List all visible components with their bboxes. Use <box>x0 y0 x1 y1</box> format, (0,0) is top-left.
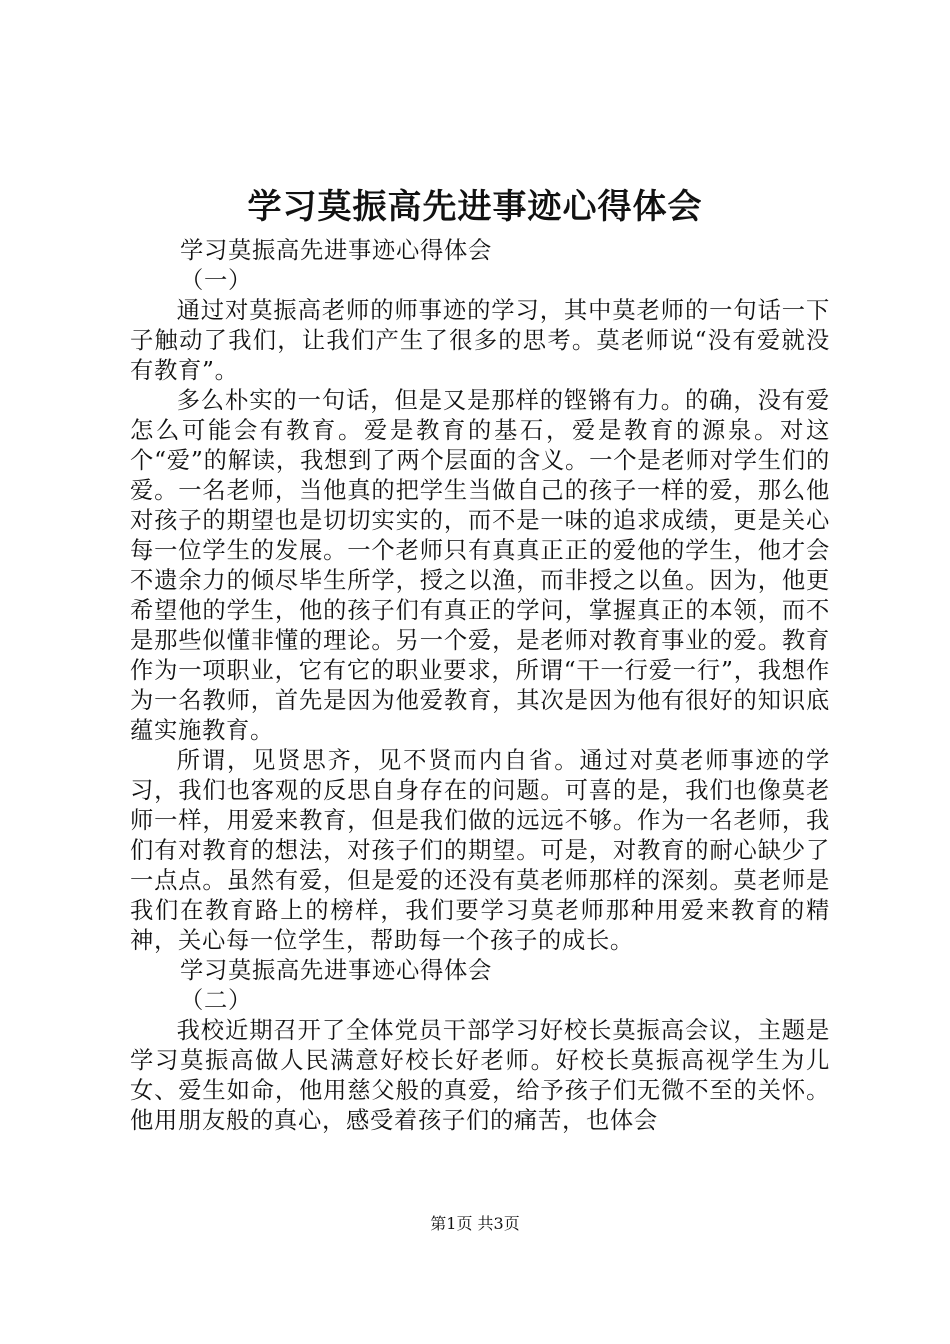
page-footer: 第1页 共3页 <box>430 1214 520 1233</box>
section-number: （二） <box>180 987 252 1014</box>
document-body <box>130 236 830 1136</box>
body-paragraph: 多么朴实的一句话，但是又是那样的铿锵有力。的确，没有爱怎么可能会有教育。爱是教育的基石，爱是教育的源泉。对这个“爱”的解读，我想到了两个层面的含义。一个是老师对学生们的爱。一名老师，当他真的把学生当做自己的孩子一样的爱，那么他对孩子的期望也是切切实实的，而不是一味的追求成绩，更是关心每一位学生的发展。一个老师只有真真正正的爱他的学生，他才会不遗余力的倾尽毕生所学，授之以渔，而非授之以鱼。因为，他更希望他的学生，他的孩子们有真正的学问，掌握真正的本领，而不是那些似懂非懂的理论。另一个爱，是老师对教育事业的爱。教育作为一项职业，它有它的职业要求，所谓“干一行爱一行”，我想作为一名教师，首先是因为他爱教育，其次是因为他有很好的知识底蕴实施教育。 <box>130 387 830 744</box>
body-paragraph: 通过对莫振高老师的师事迹的学习，其中莫老师的一句话一下子触动了我们，让我们产生了很多的思考。莫老师说“没有爱就没有教育”。 <box>130 297 830 384</box>
body-paragraph: 我校近期召开了全体党员干部学习好校长莫振高会议，主题是学习莫振高做人民满意好校长好老师。好校长莫振高视学生为儿女、爱生如命，他用慈父般的真爱，给予孩子们无微不至的关怀。他用朋友般的真心，感受着孩子们的痛苦，也体会 <box>130 1017 830 1134</box>
body-paragraph: 所谓，见贤思齐，见不贤而内自省。通过对莫老师事迹的学习，我们也客观的反思自身存在的问题。可喜的是，我们也像莫老师一样，用爱来教育，但是我们做的远远不够。作为一名老师，我们有对教育的想法，对孩子们的期望。可是，对教育的耐心缺少了一点点。虽然有爱，但是爱的还没有莫老师那样的深刻。莫老师是我们在教育路上的榜样，我们要学习莫老师那种用爱来教育的精神，关心每一位学生，帮助每一个孩子的成长。 <box>130 747 830 954</box>
section-heading: 学习莫振高先进事迹心得体会 <box>180 957 492 984</box>
section-number: （一） <box>180 267 252 294</box>
page-title: 学习莫振高先进事迹心得体会 <box>247 187 703 227</box>
section-heading: 学习莫振高先进事迹心得体会 <box>180 237 492 264</box>
